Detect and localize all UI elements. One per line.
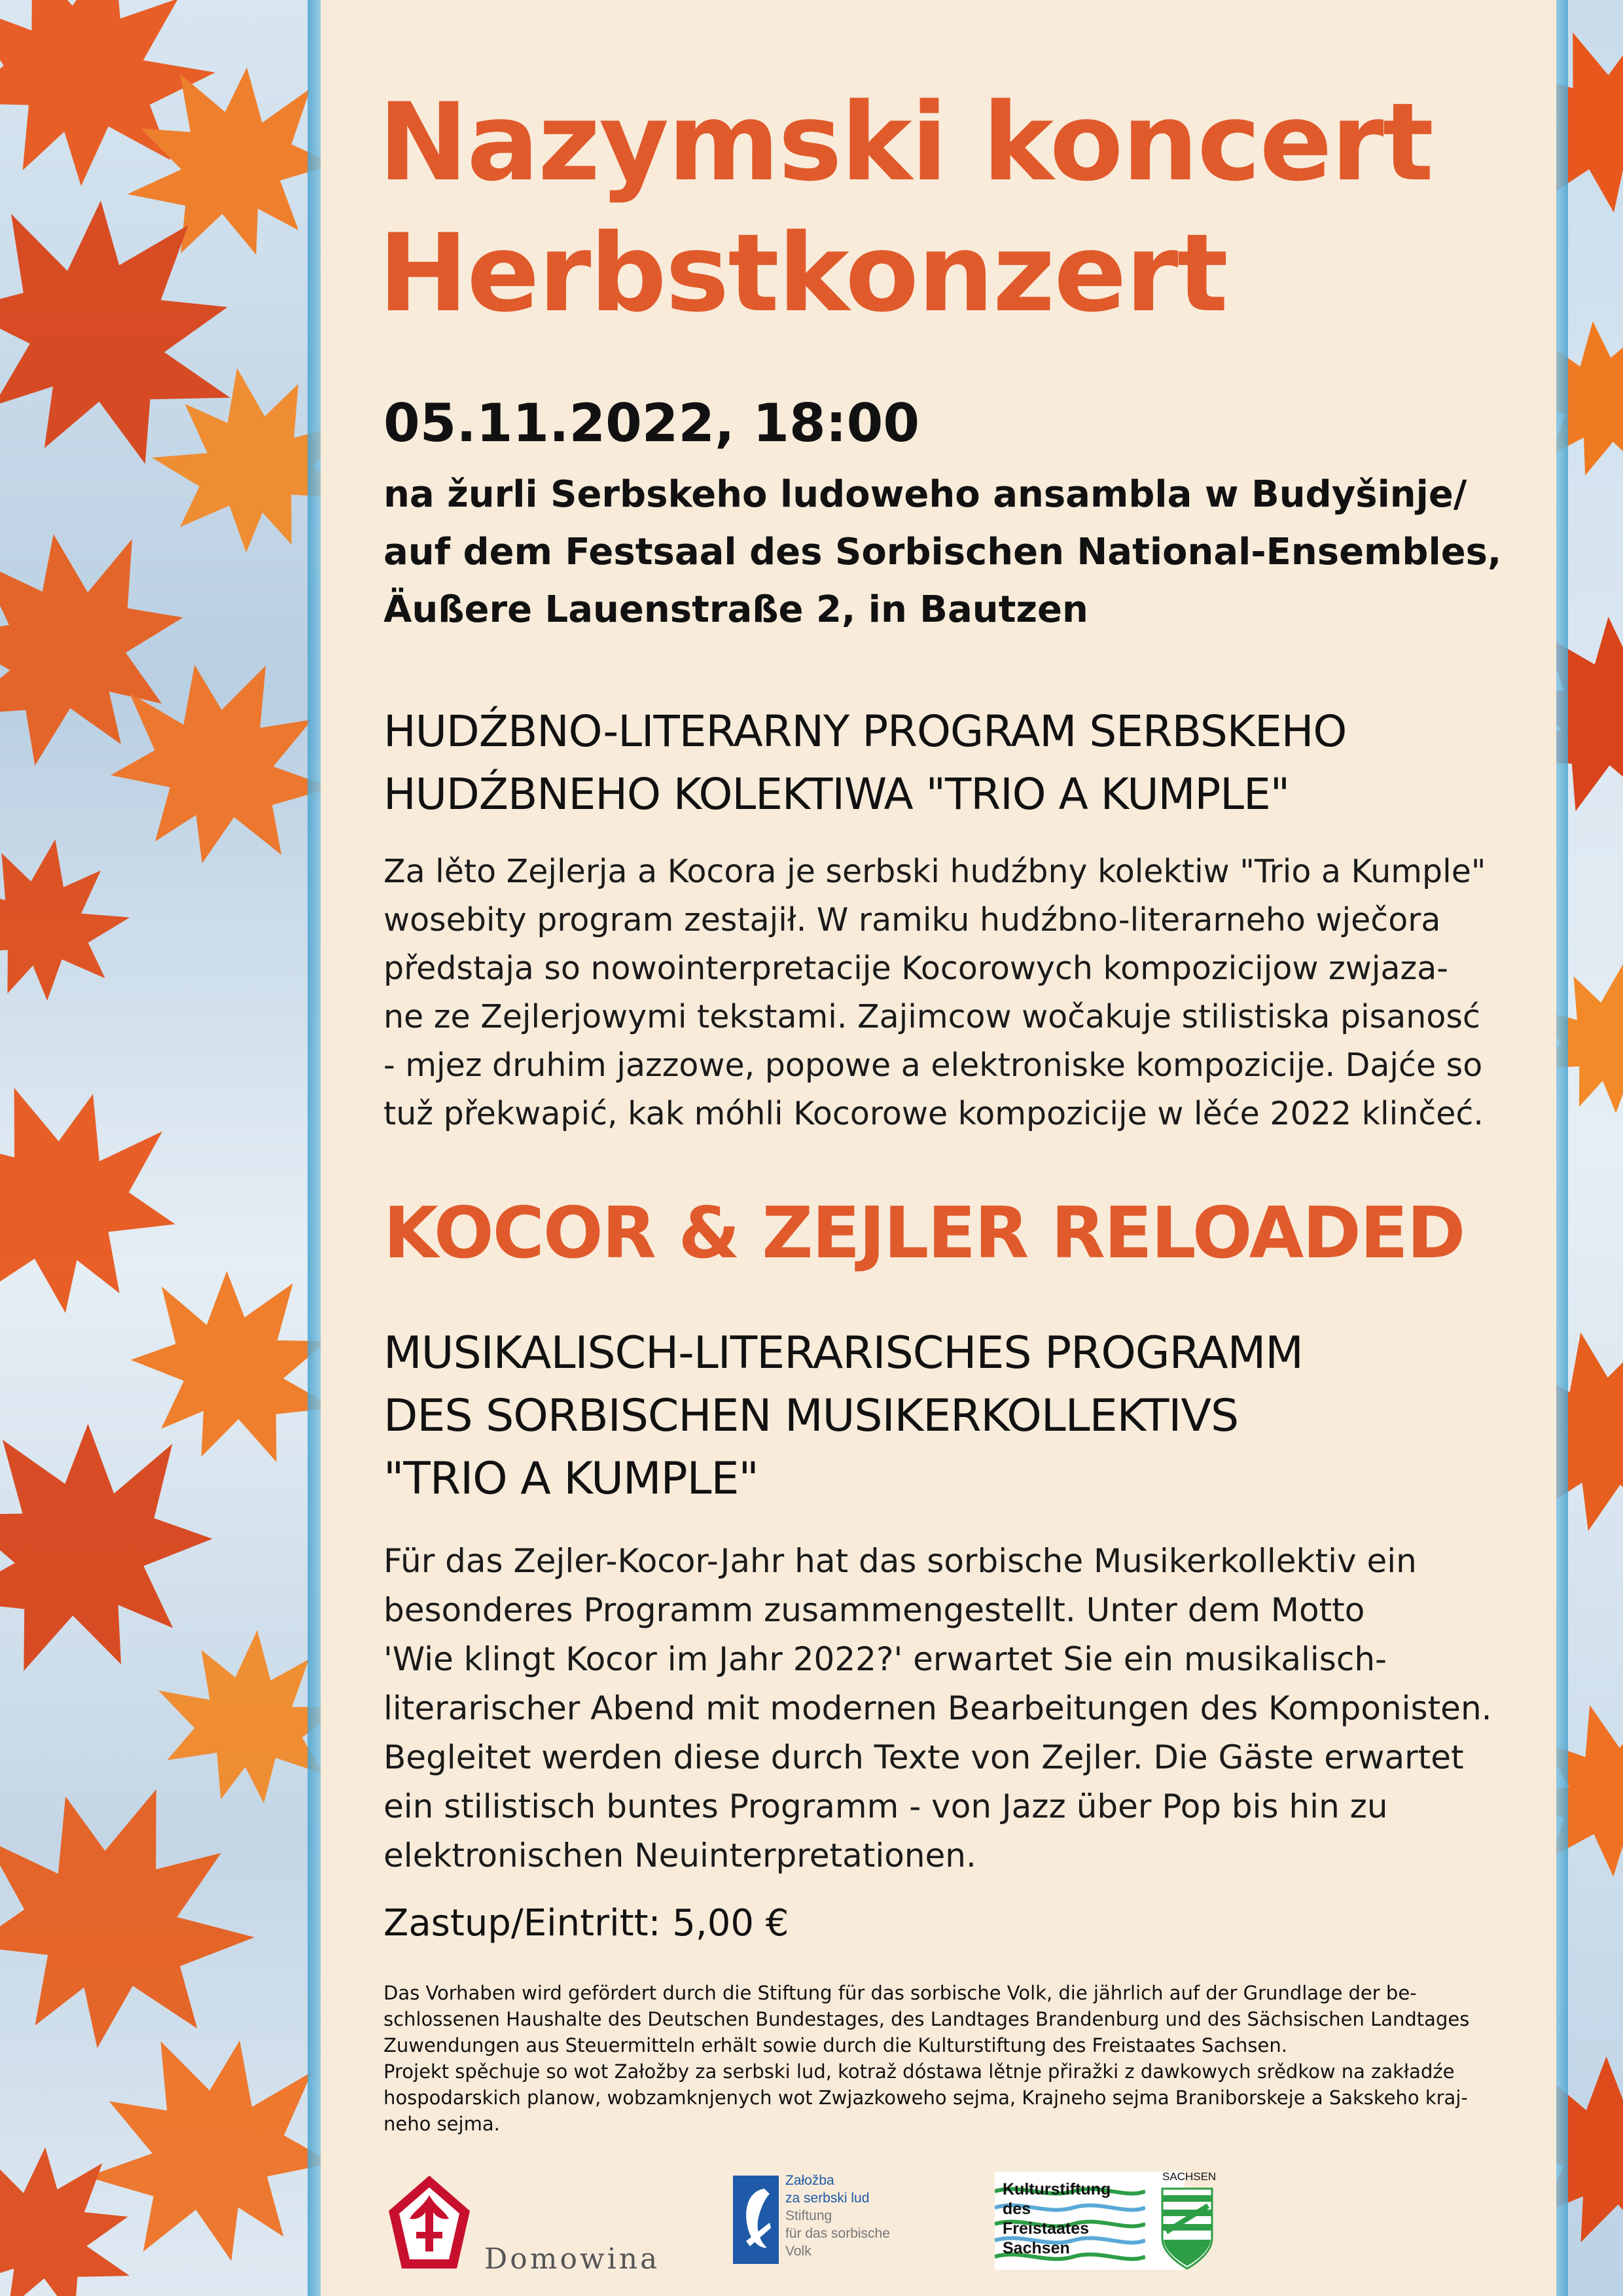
program-highlight-title: KOCOR & ZEJLER RELOADED: [383, 1193, 1465, 1274]
zalozba-line: für das sorbische: [785, 2226, 890, 2241]
zalozba-line: Załožba: [785, 2173, 834, 2188]
zalozba-line: Volk: [785, 2244, 812, 2259]
funding-notice: [383, 1980, 1555, 2137]
title-german: Herbstkonzert: [378, 211, 1227, 336]
text-line: literarischer Abend mit modernen Bearbeitungen des Komponisten.: [383, 1689, 1492, 1727]
text-line: 'Wie klingt Kocor im Jahr 2022?' erwartet Sie ein musikalisch-: [383, 1640, 1387, 1678]
kultur-line: Freistaates: [1003, 2219, 1090, 2238]
kulturstiftung-wordmark: [1003, 2179, 1111, 2258]
heading-line: "TRIO A KUMPLE": [383, 1453, 758, 1505]
sachsen-wordmark: SACHSEN: [1162, 2170, 1217, 2183]
venue-line: auf dem Festsaal des Sorbischen National-Ensembles,: [383, 531, 1502, 573]
funding-line: Das Vorhaben wird gefördert durch die Stiftung für das sorbische Volk, die jährlich auf der Grundlage der be-: [383, 1982, 1417, 2004]
left-leaf-decoration: [0, 0, 321, 2296]
text-line: besonderes Programm zusammengestellt. Unter dem Motto: [383, 1591, 1365, 1629]
kultur-line: des: [1003, 2200, 1031, 2218]
german-program-text: [383, 1537, 1492, 1880]
text-line: ne ze Zejlerjowymi tekstami. Zajimcow wočakuje stilistiska pisanosć: [383, 998, 1480, 1035]
venue-line: na žurli Serbskeho ludoweho ansambla w Budyšinje/: [383, 473, 1467, 516]
german-program-heading: [383, 1322, 1303, 1511]
kultur-line: Sachsen: [1003, 2239, 1070, 2257]
domowina-wordmark: Domowina: [484, 2242, 660, 2276]
text-line: - mjez druhim jazzowe, popowe a elektroniske kompozicije. Dajće so: [383, 1047, 1483, 1084]
text-line: Für das Zejler-Kocor-Jahr hat das sorbische Musikerkollektiv ein: [383, 1542, 1417, 1580]
heading-line: DES SORBISCHEN MUSIKERKOLLEKTIVS: [383, 1390, 1239, 1442]
funding-line: Zuwendungen aus Steuermitteln erhält sowie durch die Kulturstiftung des Freistaates Sachsen.: [383, 2034, 1287, 2056]
title-sorbian: Nazymski koncert: [378, 80, 1433, 205]
text-line: Za lěto Zejlerja a Kocora je serbski hudźbny kolektiw "Trio a Kumple": [383, 853, 1486, 890]
zalozba-logo-icon: [733, 2176, 779, 2264]
funding-line: neho sejma.: [383, 2113, 500, 2135]
text-line: předstaja so nowointerpretacije Kocorowych kompozicijow zwjaza-: [383, 950, 1448, 987]
venue-line: Äußere Lauenstraße 2, in Bautzen: [383, 588, 1088, 631]
zalozba-line: Stiftung: [785, 2208, 832, 2223]
maple-leaves-left-image: [0, 0, 321, 2296]
text-line: wosebity program zestajił. W ramiku hudźbno-literarneho wječora: [383, 901, 1441, 939]
text-line: elektronischen Neuinterpretationen.: [383, 1837, 976, 1874]
entry-fee: Zastup/Eintritt: 5,00 €: [383, 1902, 789, 1945]
text-line: tuž překwapić, kak móhli Kocorowe kompozicije w lěće 2022 klinčeć.: [383, 1095, 1484, 1132]
left-blue-edge: [308, 0, 321, 2296]
zalozba-line: za serbski lud: [785, 2191, 870, 2206]
text-line: Begleitet werden diese durch Texte von Zejler. Die Gäste erwartet: [383, 1738, 1464, 1776]
zalozba-wordmark: [785, 2172, 890, 2260]
content-panel: [321, 0, 1556, 2296]
funding-line: hospodarskich planow, wobzamknjenych wot Zwjazkoweho sejma, Krajneho sejma Braniborskeje a Sakskeho kraj-: [383, 2087, 1468, 2109]
heading-line: HUDŹBNEHO KOLEKTIWA "TRIO A KUMPLE": [383, 769, 1290, 819]
sponsor-logos: [321, 2166, 1556, 2291]
domowina-logo-icon: [383, 2173, 475, 2271]
sachsen-coat-of-arms-icon: [1154, 2166, 1220, 2271]
right-blue-edge: [1556, 0, 1568, 2296]
event-datetime: 05.11.2022, 18:00: [383, 393, 919, 454]
funding-line: Projekt spěchuje so wot Załožby za serbski lud, kotraž dóstawa lětnje přiražki z dawkowych srědkow na zakładźe: [383, 2060, 1455, 2083]
event-venue: [383, 466, 1501, 639]
heading-line: MUSIKALISCH-LITERARISCHES PROGRAMM: [383, 1327, 1303, 1379]
text-line: ein stilistisch buntes Programm - von Jazz über Pop bis hin zu: [383, 1787, 1388, 1825]
page-title: [378, 77, 1433, 339]
kultur-line: Kulturstiftung: [1003, 2180, 1111, 2198]
heading-line: HUDŹBNO-LITERARNY PROGRAM SERBSKEHO: [383, 706, 1347, 757]
sorbian-program-heading: [383, 700, 1346, 826]
sorbian-program-text: [383, 848, 1548, 1138]
funding-line: schlossenen Haushalte des Deutschen Bundestages, des Landtages Brandenburg und des Sächsischen Landtages: [383, 2008, 1470, 2030]
